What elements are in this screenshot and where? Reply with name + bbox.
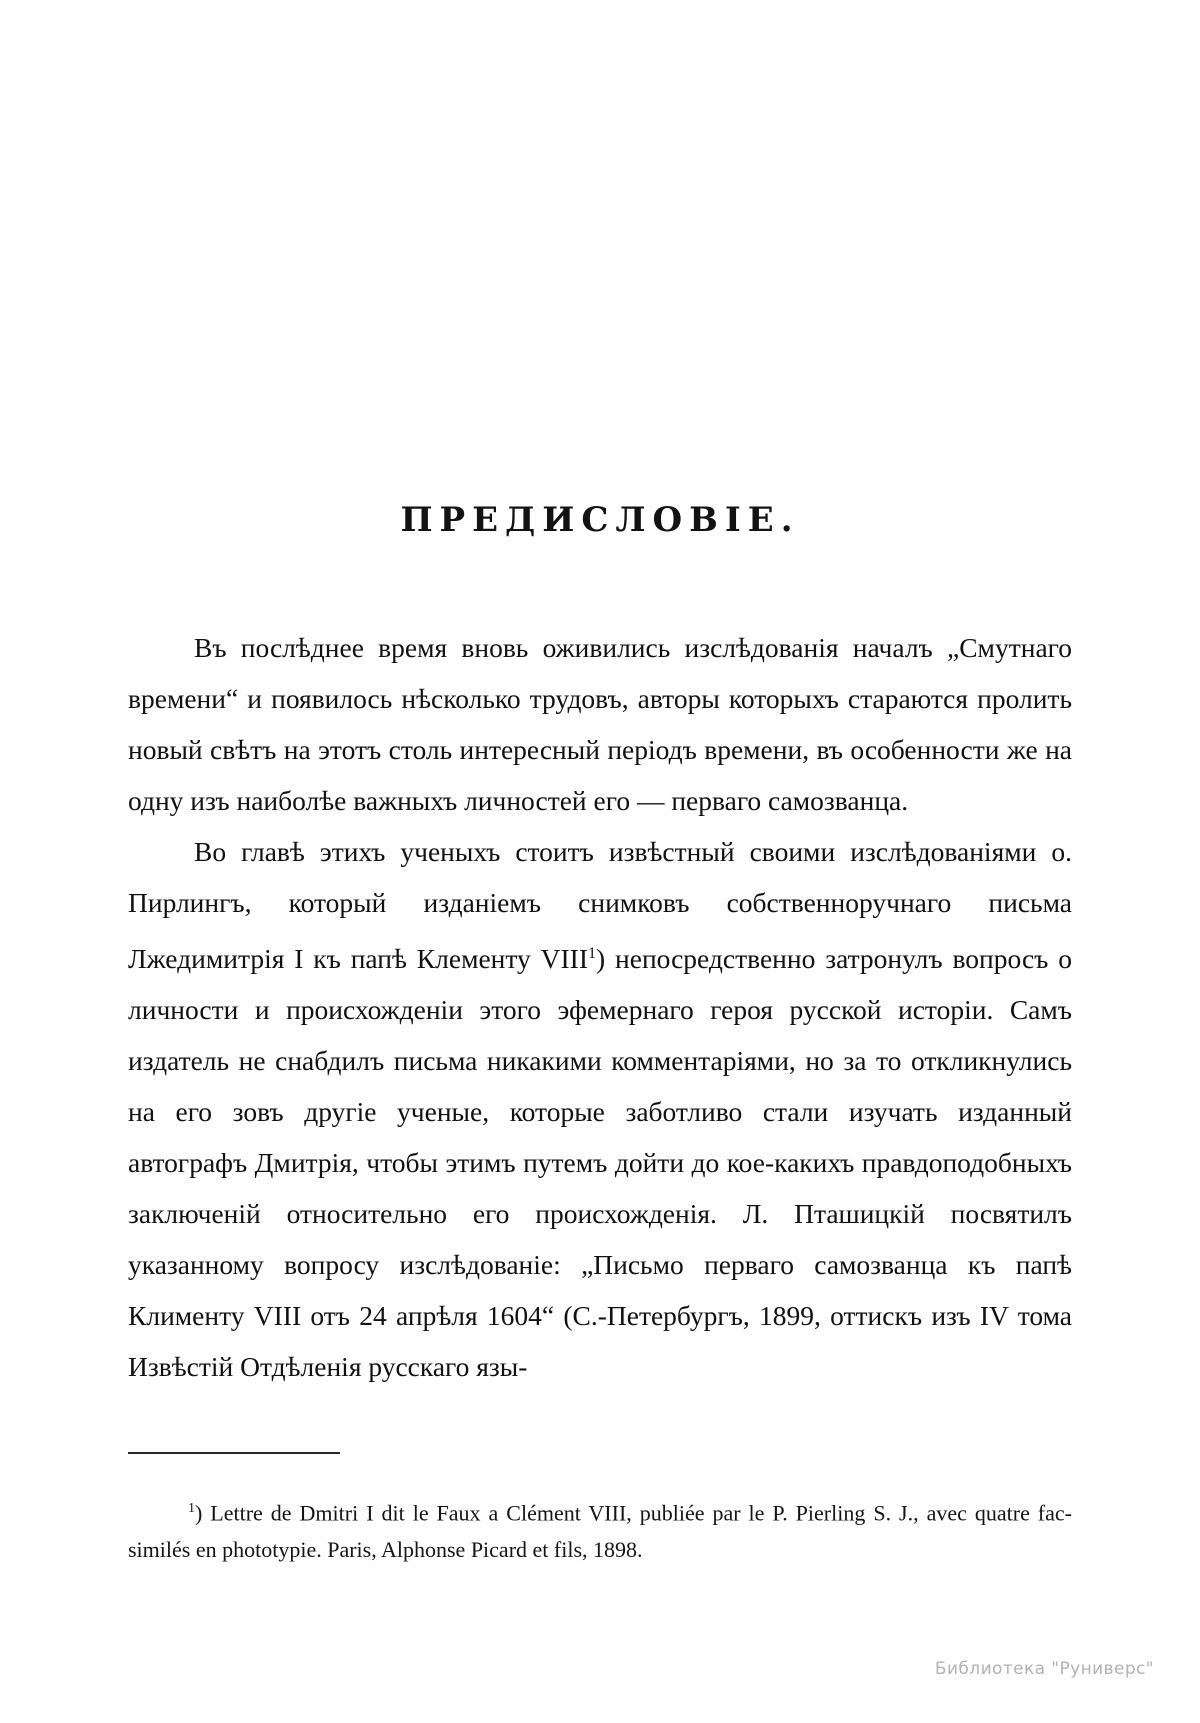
page-content [128, 0, 1072, 1568]
page-title: ПРЕДИСЛОВІЕ. [400, 500, 800, 540]
footnote-reference-marker[interactable]: 1 [588, 945, 596, 962]
paragraph-1: Въ послѣднее время вновь оживились изслѣдованія началъ „Смутнаго времени“ и появилось нѣсколько трудовъ, авторы которыхъ стараются пролить новый свѣтъ на этотъ столь интересный періодъ времени, въ особенности же на одну изъ наиболѣе важныхъ личностей его — перваго самозванца. [128, 632, 1072, 816]
footnote-block [128, 1490, 1072, 1568]
footnote-text: ) Lettre de Dmitri I dit le Faux a Clément VIII, publiée par le P. Pierling S. J., avec quatre fac-similés en phototypie. Paris, Alphonse Picard et fils, 1898. [128, 1500, 1072, 1563]
library-watermark: Библиотека "Руниверс" [934, 1659, 1154, 1679]
paragraph-2 [128, 826, 1072, 1392]
footnote-1 [128, 1490, 1072, 1568]
footnote-divider [128, 1452, 340, 1454]
body-text [128, 622, 1072, 1392]
paragraph-2-part-1: Во главѣ этихъ ученыхъ стоитъ извѣстный своими изслѣдованіями о. Пирлингъ, который изданіемъ снимковъ собственноручнаго письма Лжедимитрія I къ папѣ Клементу VIII [128, 836, 1072, 975]
footnote-marker: 1 [188, 1501, 195, 1517]
paragraph-2-part-2: ) непосредственно затронулъ вопросъ о личности и происхожденіи этого эфемернаго героя русской исторіи. Самъ издатель не снабдилъ письма никакими комментаріями, но за то откликнулись на его зовъ другіе ученые, которые заботливо стали изучать изданный автографъ Дмитрія, чтобы этимъ путемъ дойти до кое-какихъ правдоподобныхъ заключеній относительно его происхожденія. Л. Пташицкій посвятилъ указанному вопросу изслѣдованіе: „Письмо перваго самозванца къ папѣ Клименту VIII отъ 24 апрѣля 1604“ (С.-Петербургъ, 1899, оттискъ изъ IV тома Извѣстій Отдѣленія русскаго язы- [128, 943, 1072, 1383]
